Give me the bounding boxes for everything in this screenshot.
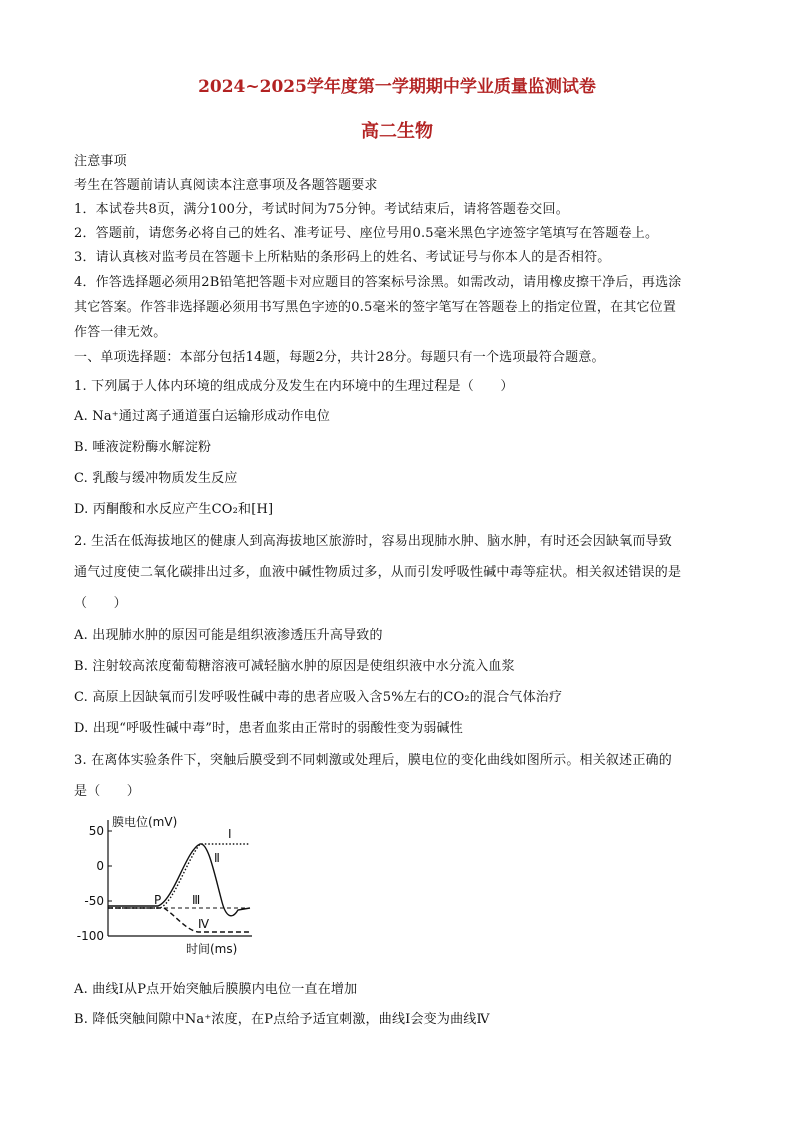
tick-label: -50 <box>84 894 104 908</box>
notice-item: 1．本试卷共8页，满分100分，考试时间为75分钟。考试结束后，请将答题卷交回。 <box>74 202 569 217</box>
notice-item: 作答一律无效。 <box>74 325 167 340</box>
option-b: B. 唾液淀粉酶水解淀粉 <box>74 440 212 455</box>
tick-label: 0 <box>96 859 104 873</box>
x-axis-label: 时间(ms) <box>186 942 238 956</box>
option-c: C. 乳酸与缓冲物质发生反应 <box>74 471 238 486</box>
notice-intro: 考生在答题前请认真阅读本注意事项及各题答题要求 <box>74 178 378 193</box>
curve-label-III: Ⅲ <box>192 893 201 907</box>
point-p-label: P <box>154 893 162 907</box>
notice-item: 2．答题前，请您务必将自己的姓名、准考证号、座位号用0.5毫米黑色字迹签字笔填写在答题卷上。 <box>74 226 659 241</box>
y-axis-label: 膜电位(mV) <box>112 815 178 829</box>
curve-label-IV: Ⅳ <box>198 917 210 931</box>
question-stem: 3. 在离体实验条件下，突触后膜受到不同刺激或处理后，膜电位的变化曲线如图所示。相关叙述正确的 <box>74 753 672 768</box>
section-heading: 一、单项选择题：本部分包括14题，每题2分，共计28分。每题只有一个选项最符合题意。 <box>74 350 605 365</box>
question-stem: 1. 下列属于人体内环境的组成成分及发生在内环境中的生理过程是（ ） <box>74 379 514 394</box>
membrane-potential-graph <box>74 812 264 962</box>
option-c: C. 高原上因缺氧而引发呼吸性碱中毒的患者应吸入含5%左右的CO₂的混合气体治疗 <box>74 690 563 705</box>
question-stem: 通气过度使二氧化碳排出过多，血液中碱性物质过多，从而引发呼吸性碱中毒等症状。相关叙述错误的是 <box>74 565 682 580</box>
question-stem: （ ） <box>74 596 127 611</box>
question-stem: 是（ ） <box>74 784 141 799</box>
notice-heading: 注意事项 <box>74 154 127 169</box>
option-d: D. 出现“呼吸性碱中毒”时，患者血浆由正常时的弱酸性变为弱碱性 <box>74 721 463 736</box>
notice-item: 4．作答选择题必须用2B铅笔把答题卡对应题目的答案标号涂黑。如需改动，请用橡皮擦干净后，再选涂 <box>74 275 682 290</box>
option-b: B. 注射较高浓度葡萄糖溶液可减轻脑水肿的原因是使组织液中水分流入血浆 <box>74 659 515 674</box>
curve-IV <box>108 908 250 932</box>
exam-subtitle: 高二生物 <box>361 121 433 142</box>
question-stem: 2. 生活在低海拔地区的健康人到高海拔地区旅游时，容易出现肺水肿、脑水肿，有时还会因缺氧而导致 <box>74 534 672 549</box>
curve-label-I: Ⅰ <box>228 827 232 841</box>
tick-label: 50 <box>88 824 104 838</box>
curve-label-II: Ⅱ <box>214 851 220 865</box>
option-b: B. 降低突触间隙中Na⁺浓度，在P点给予适宜刺激，曲线Ⅰ会变为曲线Ⅳ <box>74 1012 490 1027</box>
option-a: A. Na⁺通过离子通道蛋白运输形成动作电位 <box>74 409 331 424</box>
option-a: A. 出现肺水肿的原因可能是组织液渗透压升高导致的 <box>74 628 383 643</box>
option-a: A. 曲线Ⅰ从P点开始突触后膜膜内电位一直在增加 <box>74 982 358 997</box>
curve-II <box>108 844 250 916</box>
exam-title: 2024~2025学年度第一学期期中学业质量监测试卷 <box>198 77 596 97</box>
tick-label: -100 <box>76 929 104 943</box>
notice-item: 其它答案。作答非选择题必须用书写黑色字迹的0.5毫米的签字笔写在答题卷上的指定位置，在其它位置 <box>74 300 677 315</box>
notice-item: 3．请认真核对监考员在答题卡上所粘贴的条形码上的姓名、考试证号与你本人的是否相符。 <box>74 250 611 265</box>
option-d: D. 丙酮酸和水反应产生CO₂和[H] <box>74 502 274 517</box>
